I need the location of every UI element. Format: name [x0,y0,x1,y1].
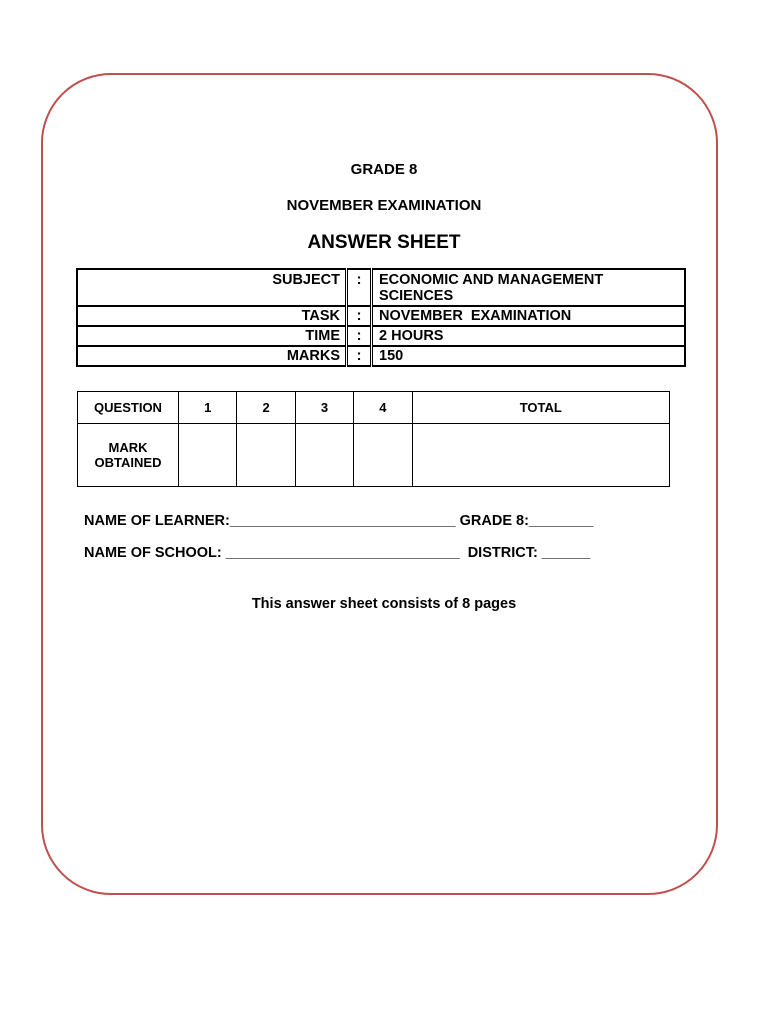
subject-value-line-2: SCIENCES [379,288,454,304]
learner-field[interactable]: NAME OF LEARNER:____________________________ GRADE 8:________ [84,513,594,529]
task-value: NOVEMBER EXAMINATION [379,308,572,324]
header-q4: 4 [354,392,412,424]
mark-table [77,391,670,487]
header-q2: 2 [237,392,295,424]
mark-obtained-label [78,424,179,487]
subject-row [77,269,685,306]
marks-value: 150 [379,348,404,364]
marks-row [77,346,685,366]
header-question: QUESTION [78,392,179,424]
time-value: 2 HOURS [379,328,444,344]
time-row [77,326,685,346]
mark-obtained-row [78,424,670,487]
mark-cell-total[interactable] [412,424,670,487]
marks-colon: : [347,346,372,366]
task-colon: : [347,306,372,326]
mark-cell-q2[interactable] [237,424,295,487]
mark-table-header [78,392,670,424]
page-title: ANSWER SHEET [307,232,461,253]
subject-value-line-1: ECONOMIC AND MANAGEMENT [379,272,604,288]
mark-obtained-label-line-2: OBTAINED [94,455,162,470]
mark-obtained-label-line-1: MARK [108,440,148,455]
mark-cell-q1[interactable] [179,424,237,487]
task-row [77,306,685,326]
exam-heading: NOVEMBER EXAMINATION [286,197,482,214]
time-colon: : [347,326,372,346]
subject-colon: : [347,269,372,306]
pages-note: This answer sheet consists of 8 pages [251,596,517,612]
school-field[interactable]: NAME OF SCHOOL: _____________________________ DISTRICT: ______ [84,545,591,561]
header-total: TOTAL [412,392,670,424]
time-label: TIME [305,328,340,344]
info-table [76,268,686,367]
grade-heading: GRADE 8 [350,161,418,178]
mark-cell-q3[interactable] [295,424,353,487]
subject-label: SUBJECT [272,272,340,288]
mark-cell-q4[interactable] [354,424,412,487]
header-q3: 3 [295,392,353,424]
marks-label: MARKS [286,348,340,364]
task-label: TASK [301,308,340,324]
header-q1: 1 [179,392,237,424]
subject-value [372,269,686,306]
